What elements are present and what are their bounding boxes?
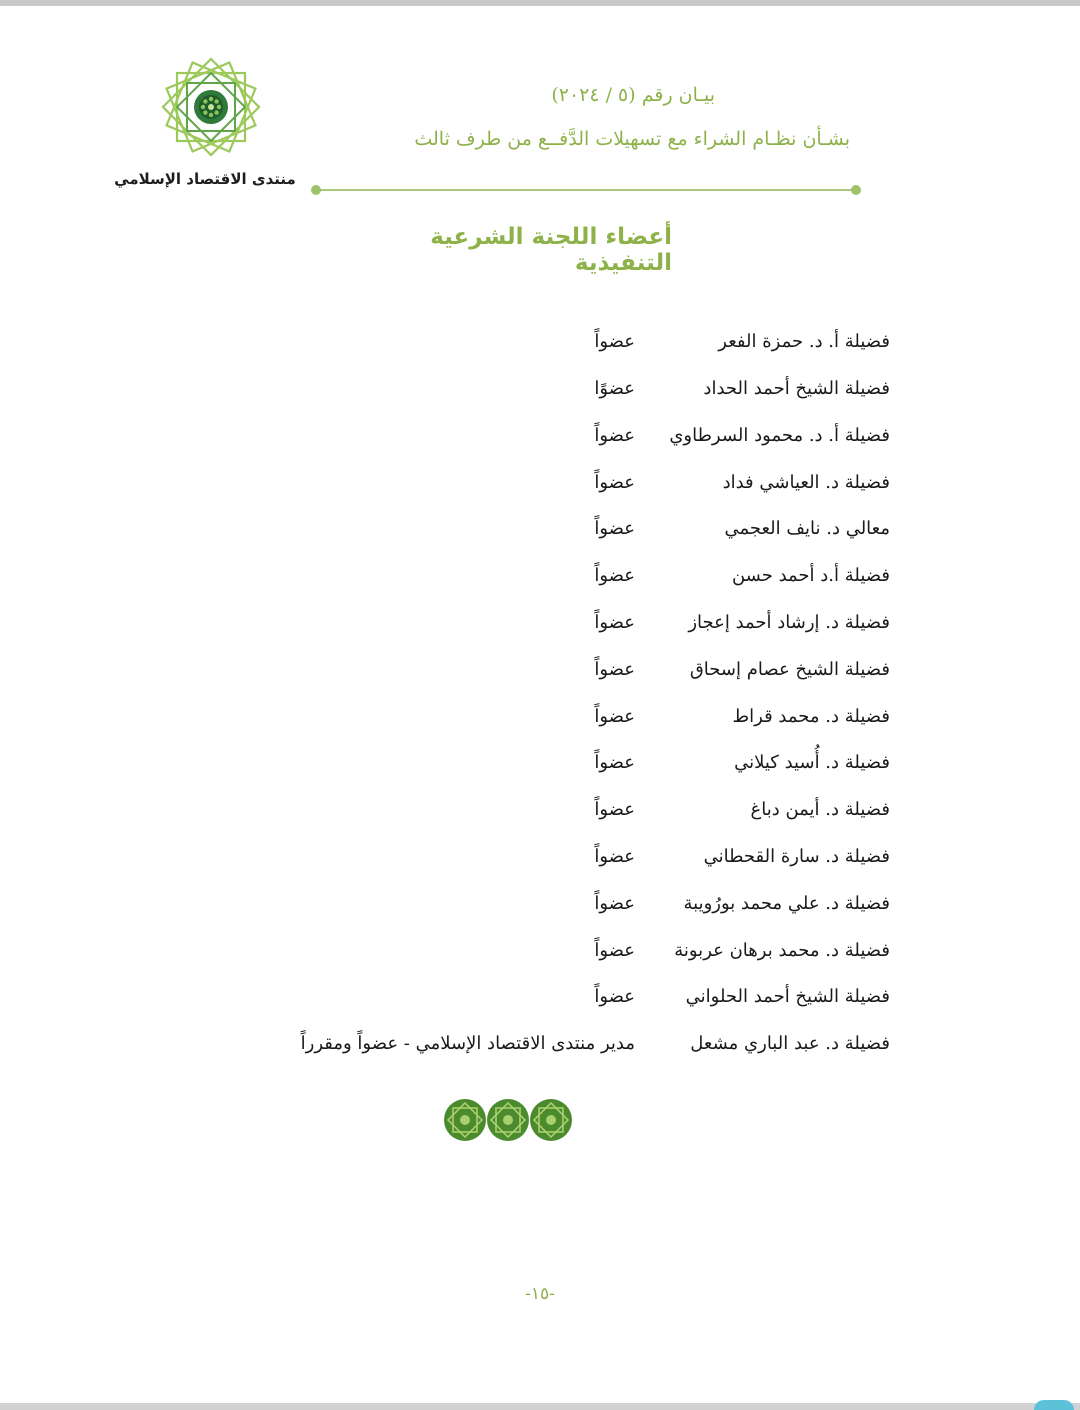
corner-indicator <box>1034 1400 1074 1410</box>
member-role: مدير منتدى الاقتصاد الإسلامي - عضواً ومقرراً <box>300 1033 635 1054</box>
statement-subject: بشـأن نظـام الشراء مع تسهيلات الدَّفــع من طرف ثالث <box>414 128 850 150</box>
section-title: أعضاء اللجنة الشرعية التنفيذية <box>430 224 672 276</box>
divider-dot-right <box>851 185 861 195</box>
member-row <box>180 706 890 734</box>
member-role: عضواً <box>594 472 635 493</box>
ornament-icon <box>440 1096 576 1144</box>
member-row <box>180 331 890 359</box>
header-divider <box>316 189 856 191</box>
logo-name: منتدى الاقتصاد الإسلامي <box>114 170 296 188</box>
member-role: عضواً <box>594 799 635 820</box>
member-name: فضيلة د. محمد قراط <box>732 706 890 727</box>
member-row <box>180 752 890 780</box>
member-role: عضواً <box>594 331 635 352</box>
member-row <box>180 940 890 968</box>
member-name: فضيلة د. عبد الباري مشعل <box>690 1033 890 1054</box>
statement-number: بيـان رقم (٥ / ٢٠٢٤) <box>551 84 715 106</box>
member-row <box>180 518 890 546</box>
member-row <box>180 799 890 827</box>
member-role: عضواً <box>594 986 635 1007</box>
member-name: فضيلة د. محمد برهان عربونة <box>674 940 890 961</box>
member-role: عضواً <box>594 612 635 633</box>
member-row <box>180 893 890 921</box>
member-name: فضيلة د. العياشي فداد <box>722 472 890 493</box>
member-role: عضواً <box>594 752 635 773</box>
member-row <box>180 846 890 874</box>
bottom-border <box>0 1403 1080 1410</box>
member-name: فضيلة الشيخ عصام إسحاق <box>689 659 890 680</box>
member-name: معالي د. نايف العجمي <box>724 518 890 539</box>
divider-dot-left <box>311 185 321 195</box>
forum-logo-icon <box>158 54 264 160</box>
member-row <box>180 378 890 406</box>
member-role: عضواً <box>594 425 635 446</box>
member-name: فضيلة أ. د. حمزة الفعر <box>718 331 890 352</box>
member-role: عضواً <box>594 518 635 539</box>
member-role: عضواً <box>594 659 635 680</box>
member-name: فضيلة د. أُسيد كيلاني <box>734 752 890 773</box>
member-name: فضيلة د. أيمن دباغ <box>750 799 890 820</box>
member-role: عضواً <box>594 893 635 914</box>
member-name: فضيلة د. سارة القحطاني <box>703 846 890 867</box>
member-row <box>180 612 890 640</box>
page-number: -١٥- <box>525 1284 555 1304</box>
member-name: فضيلة أ.د أحمد حسن <box>731 565 890 586</box>
top-border <box>0 0 1080 6</box>
member-role: عضواً <box>594 846 635 867</box>
member-role: عضواً <box>594 565 635 586</box>
member-row <box>180 986 890 1014</box>
member-row <box>180 472 890 500</box>
member-row <box>180 1033 890 1061</box>
member-name: فضيلة د. علي محمد بورُويبة <box>683 893 890 914</box>
member-role: عضواً <box>594 940 635 961</box>
member-row <box>180 565 890 593</box>
member-role: عضواً <box>594 706 635 727</box>
member-role: عضوًا <box>594 378 635 399</box>
member-row <box>180 425 890 453</box>
member-name: فضيلة د. إرشاد أحمد إعجاز <box>688 612 890 633</box>
member-row <box>180 659 890 687</box>
member-name: فضيلة الشيخ أحمد الحداد <box>703 378 890 399</box>
member-name: فضيلة أ. د. محمود السرطاوي <box>669 425 890 446</box>
member-name: فضيلة الشيخ أحمد الحلواني <box>685 986 890 1007</box>
